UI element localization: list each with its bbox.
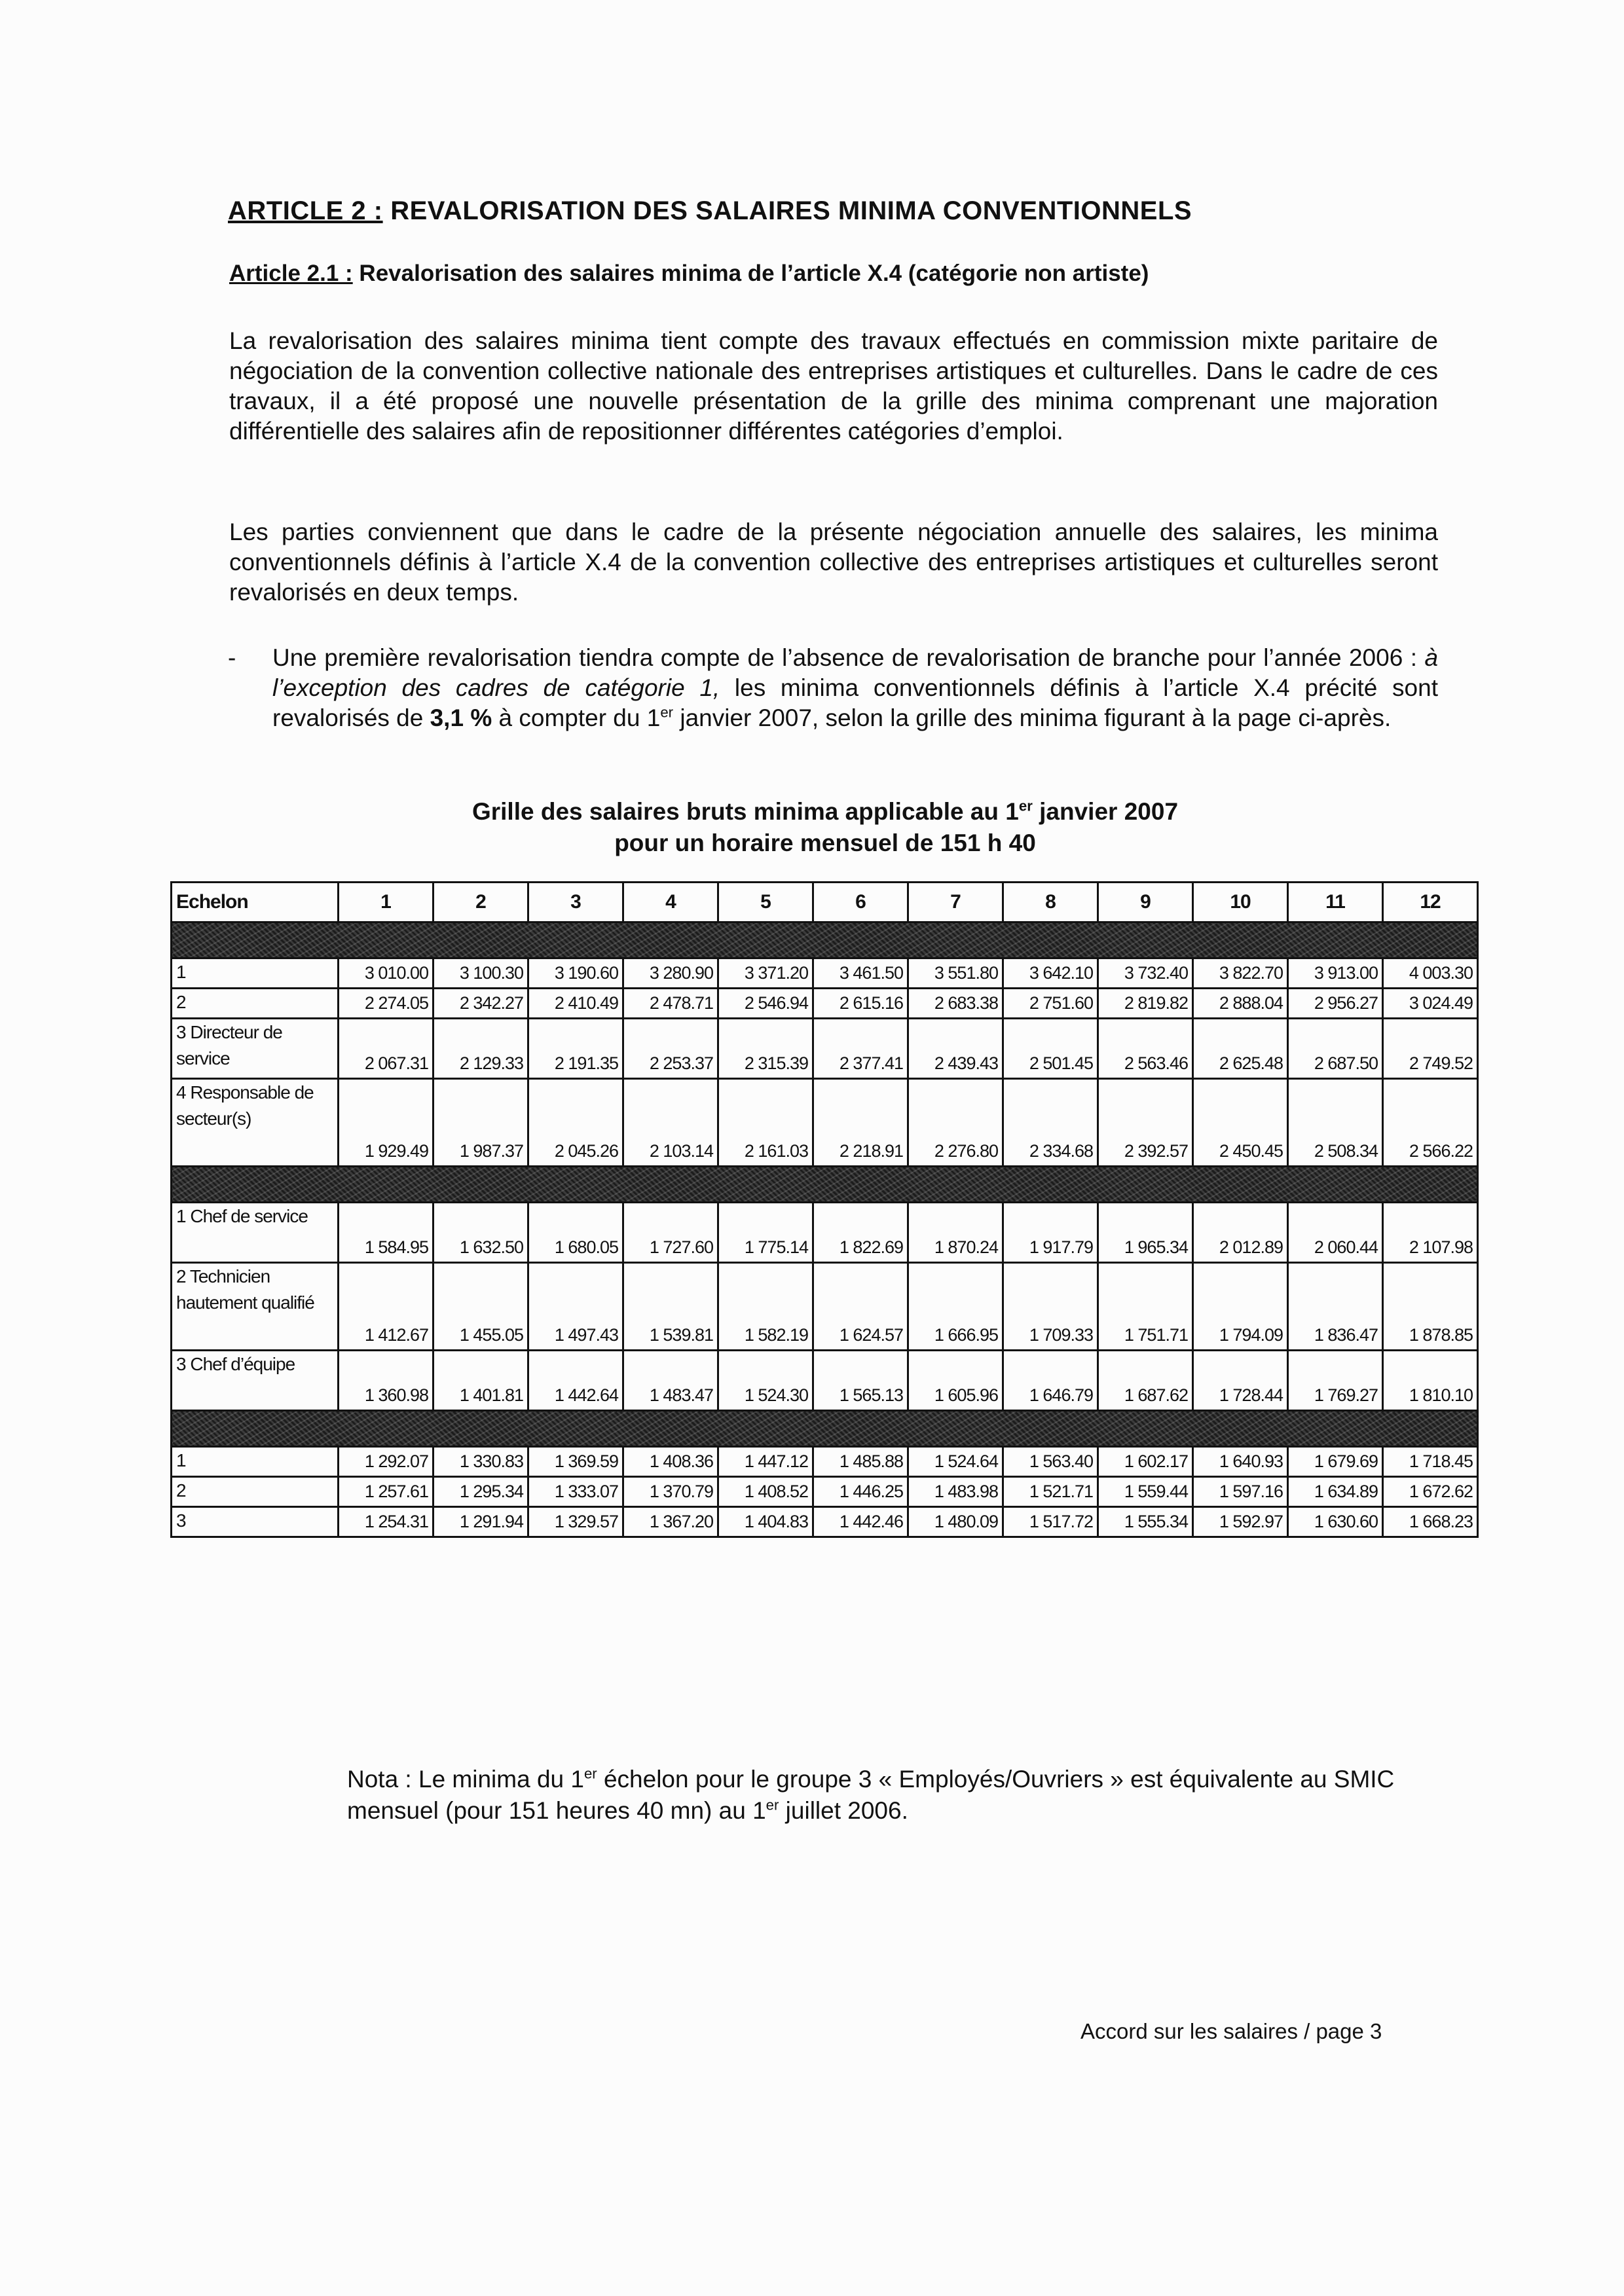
column-header: 2: [434, 883, 528, 922]
bullet-italic: à l’exception des cadres de catégorie 1,: [272, 644, 1438, 701]
band-texture: [172, 1167, 1477, 1201]
salary-cell: 4 003.30: [1383, 958, 1478, 989]
salary-cell: 2 191.35: [528, 1019, 623, 1079]
bullet-text-1: Une première revalorisation tiendra compte de l’absence de revalorisation de branche pour l’année 2006 :: [272, 644, 1425, 671]
group-band: [172, 1167, 1478, 1203]
salary-cell: 2 161.03: [718, 1079, 813, 1167]
salary-cell: 3 642.10: [1003, 958, 1098, 989]
salary-cell: 1 605.96: [908, 1351, 1003, 1411]
salary-cell: 1 634.89: [1288, 1477, 1383, 1507]
table-row: [172, 1351, 1478, 1411]
salary-grid-table: [170, 881, 1479, 1538]
salary-cell: 1 597.16: [1193, 1477, 1288, 1507]
salary-cell: 1 870.24: [908, 1203, 1003, 1263]
salary-cell: 1 775.14: [718, 1203, 813, 1263]
salary-cell: 2 749.52: [1383, 1019, 1478, 1079]
salary-cell: 1 330.83: [434, 1447, 528, 1477]
salary-cell: 1 369.59: [528, 1447, 623, 1477]
bullet-sup: er: [660, 704, 674, 721]
column-header: 5: [718, 883, 813, 922]
page-footer: Accord sur les salaires / page 3: [1080, 2019, 1382, 2043]
salary-cell: 2 819.82: [1098, 989, 1193, 1019]
salary-cell: 1 632.50: [434, 1203, 528, 1263]
table-row: [172, 1477, 1478, 1507]
echelon-label: 4 Responsable de secteur(s): [172, 1079, 339, 1167]
salary-cell: 1 584.95: [339, 1203, 434, 1263]
salary-cell: 1 582.19: [718, 1263, 813, 1351]
column-header: 4: [623, 883, 718, 922]
article-number: ARTICLE 2 :: [228, 196, 383, 225]
salary-cell: 2 566.22: [1383, 1079, 1478, 1167]
column-header: 9: [1098, 883, 1193, 922]
column-header: 1: [339, 883, 434, 922]
table-title-text-a: Grille des salaires bruts minima applicable au 1: [471, 798, 1019, 825]
salary-cell: 3 551.80: [908, 958, 1003, 989]
salary-cell: 1 602.17: [1098, 1447, 1193, 1477]
salary-cell: 1 447.12: [718, 1447, 813, 1477]
salary-cell: 1 668.23: [1383, 1507, 1478, 1537]
salary-cell: 1 455.05: [434, 1263, 528, 1351]
salary-cell: 2 012.89: [1193, 1203, 1288, 1263]
salary-cell: 1 442.46: [813, 1507, 908, 1537]
table-title-line-1: [170, 796, 1480, 828]
bullet-paragraph: [272, 643, 1438, 733]
echelon-header: Echelon: [172, 883, 339, 922]
table-title: [170, 796, 1480, 859]
salary-cell: 1 517.72: [1003, 1507, 1098, 1537]
salary-cell: 1 329.57: [528, 1507, 623, 1537]
table-row: [172, 1263, 1478, 1351]
group-band: [172, 922, 1478, 958]
salary-cell: 2 625.48: [1193, 1019, 1288, 1079]
salary-cell: 3 100.30: [434, 958, 528, 989]
salary-cell: 1 794.09: [1193, 1263, 1288, 1351]
salary-cell: 2 342.27: [434, 989, 528, 1019]
salary-cell: 1 292.07: [339, 1447, 434, 1477]
salary-cell: 1 446.25: [813, 1477, 908, 1507]
salary-cell: 2 563.46: [1098, 1019, 1193, 1079]
salary-cell: 1 987.37: [434, 1079, 528, 1167]
salary-cell: 1 751.71: [1098, 1263, 1193, 1351]
nota-text-1: Nota : Le minima du 1: [347, 1766, 584, 1793]
subarticle-heading: [229, 261, 1149, 287]
nota-text-3: juillet 2006.: [779, 1797, 908, 1824]
salary-cell: 1 412.67: [339, 1263, 434, 1351]
table-row: [172, 1507, 1478, 1537]
bullet-text-3: à compter du 1: [492, 704, 661, 731]
subarticle-number: Article 2.1 :: [229, 261, 353, 286]
column-header: 10: [1193, 883, 1288, 922]
salary-cell: 1 769.27: [1288, 1351, 1383, 1411]
table-header-row: [172, 883, 1478, 922]
nota-sup-2: er: [766, 1796, 779, 1813]
subarticle-title: Revalorisation des salaires minima de l’article X.4 (catégorie non artiste): [352, 261, 1149, 286]
salary-cell: 2 129.33: [434, 1019, 528, 1079]
salary-cell: 1 257.61: [339, 1477, 434, 1507]
echelon-label: 2: [172, 1477, 339, 1507]
salary-cell: 1 640.93: [1193, 1447, 1288, 1477]
bullet-text-2: les minima conventionnels définis à l’article X.4 précité sont revalorisés de: [272, 674, 1438, 731]
salary-cell: 2 103.14: [623, 1079, 718, 1167]
table-row: [172, 1447, 1478, 1477]
salary-cell: 2 546.94: [718, 989, 813, 1019]
echelon-label: 1: [172, 1447, 339, 1477]
salary-cell: 2 274.05: [339, 989, 434, 1019]
salary-cell: 3 913.00: [1288, 958, 1383, 989]
paragraph-2: Les parties conviennent que dans le cadre de la présente négociation annuelle des salaires, les minima conventionnels définis à l’article X.4 de la convention collective des entreprises artistiques et culturelles seront revalorisés en deux temps.: [229, 519, 1438, 606]
salary-cell: 2 334.68: [1003, 1079, 1098, 1167]
salary-cell: 2 045.26: [528, 1079, 623, 1167]
table-row: [172, 1203, 1478, 1263]
echelon-label: 3: [172, 1507, 339, 1537]
salary-cell: 3 010.00: [339, 958, 434, 989]
group-band-cell: [172, 1411, 1478, 1447]
nota-text-2: échelon pour le groupe 3 « Employés/Ouvriers » est équivalente au SMIC mensuel (pour 151 heures 40 mn) au 1: [347, 1766, 1395, 1824]
salary-cell: 2 956.27: [1288, 989, 1383, 1019]
salary-cell: 2 439.43: [908, 1019, 1003, 1079]
salary-cell: 2 687.50: [1288, 1019, 1383, 1079]
table-title-line-2: pour un horaire mensuel de 151 h 40: [614, 829, 1036, 856]
salary-cell: 1 360.98: [339, 1351, 434, 1411]
salary-cell: 2 615.16: [813, 989, 908, 1019]
bullet-marker: -: [228, 644, 236, 671]
salary-cell: 2 392.57: [1098, 1079, 1193, 1167]
salary-cell: 1 965.34: [1098, 1203, 1193, 1263]
table-title-sup: er: [1018, 797, 1033, 814]
salary-cell: 1 709.33: [1003, 1263, 1098, 1351]
table-row: [172, 958, 1478, 989]
salary-cell: 3 822.70: [1193, 958, 1288, 989]
salary-cell: 2 377.41: [813, 1019, 908, 1079]
salary-cell: 1 878.85: [1383, 1263, 1478, 1351]
salary-cell: 1 295.34: [434, 1477, 528, 1507]
salary-cell: 2 751.60: [1003, 989, 1098, 1019]
salary-cell: 1 822.69: [813, 1203, 908, 1263]
bullet-percentage: 3,1 %: [430, 704, 492, 731]
group-band-cell: [172, 1167, 1478, 1203]
salary-cell: 1 408.36: [623, 1447, 718, 1477]
salary-cell: 2 060.44: [1288, 1203, 1383, 1263]
echelon-label: 2: [172, 989, 339, 1019]
salary-cell: 2 067.31: [339, 1019, 434, 1079]
salary-cell: 1 646.79: [1003, 1351, 1098, 1411]
salary-cell: 1 524.64: [908, 1447, 1003, 1477]
nota-sup-1: er: [583, 1765, 597, 1782]
salary-cell: 1 480.09: [908, 1507, 1003, 1537]
salary-cell: 2 888.04: [1193, 989, 1288, 1019]
salary-cell: 2 501.45: [1003, 1019, 1098, 1079]
paragraph-1: La revalorisation des salaires minima tient compte des travaux effectués en commission mixte paritaire de négociation de la convention collective nationale des entreprises artistiques et culturelles. Dans le cadre de ces travaux, il a été proposé une nouvelle présentation de la grille des minima comprenant une majoration différentielle des salaires afin de repositionner différentes catégories d’emploi.: [229, 327, 1438, 445]
group-band-cell: [172, 922, 1478, 958]
table-body: [172, 922, 1478, 1537]
band-texture: [172, 923, 1477, 957]
salary-cell: 1 563.40: [1003, 1447, 1098, 1477]
echelon-label: 3 Directeur de service: [172, 1019, 339, 1079]
column-header: 12: [1383, 883, 1478, 922]
salary-cell: 1 727.60: [623, 1203, 718, 1263]
salary-cell: 3 461.50: [813, 958, 908, 989]
article-heading: [228, 196, 1192, 226]
salary-cell: 1 672.62: [1383, 1477, 1478, 1507]
salary-cell: 1 485.88: [813, 1447, 908, 1477]
table-row: [172, 1079, 1478, 1167]
salary-cell: 1 810.10: [1383, 1351, 1478, 1411]
salary-cell: 1 483.98: [908, 1477, 1003, 1507]
group-band: [172, 1411, 1478, 1447]
salary-cell: 1 680.05: [528, 1203, 623, 1263]
salary-cell: 1 370.79: [623, 1477, 718, 1507]
salary-cell: 1 333.07: [528, 1477, 623, 1507]
salary-cell: 1 929.49: [339, 1079, 434, 1167]
salary-cell: 2 410.49: [528, 989, 623, 1019]
salary-cell: 1 666.95: [908, 1263, 1003, 1351]
salary-cell: 1 559.44: [1098, 1477, 1193, 1507]
echelon-label: 2 Technicien hautement qualifié: [172, 1263, 339, 1351]
salary-cell: 3 280.90: [623, 958, 718, 989]
table-title-text-b: janvier 2007: [1032, 798, 1179, 825]
salary-cell: 2 315.39: [718, 1019, 813, 1079]
salary-cell: 1 254.31: [339, 1507, 434, 1537]
salary-cell: 1 624.57: [813, 1263, 908, 1351]
salary-cell: 1 687.62: [1098, 1351, 1193, 1411]
salary-cell: 3 371.20: [718, 958, 813, 989]
salary-cell: 2 107.98: [1383, 1203, 1478, 1263]
salary-cell: 1 401.81: [434, 1351, 528, 1411]
salary-cell: 1 539.81: [623, 1263, 718, 1351]
salary-cell: 3 024.49: [1383, 989, 1478, 1019]
salary-cell: 1 367.20: [623, 1507, 718, 1537]
salary-cell: 1 291.94: [434, 1507, 528, 1537]
echelon-label: 1 Chef de service: [172, 1203, 339, 1263]
salary-cell: 2 276.80: [908, 1079, 1003, 1167]
column-header: 11: [1288, 883, 1383, 922]
salary-cell: 2 253.37: [623, 1019, 718, 1079]
nota-note: [347, 1764, 1460, 1827]
salary-cell: 1 630.60: [1288, 1507, 1383, 1537]
echelon-label: 3 Chef d’équipe: [172, 1351, 339, 1411]
salary-cell: 2 683.38: [908, 989, 1003, 1019]
salary-cell: 1 408.52: [718, 1477, 813, 1507]
column-header: 8: [1003, 883, 1098, 922]
salary-cell: 1 404.83: [718, 1507, 813, 1537]
column-header: 7: [908, 883, 1003, 922]
salary-cell: 1 555.34: [1098, 1507, 1193, 1537]
echelon-label: 1: [172, 958, 339, 989]
salary-cell: 2 218.91: [813, 1079, 908, 1167]
bullet-text-4: janvier 2007, selon la grille des minima figurant à la page ci-après.: [673, 704, 1392, 731]
salary-cell: 1 679.69: [1288, 1447, 1383, 1477]
salary-cell: 1 718.45: [1383, 1447, 1478, 1477]
salary-cell: 1 836.47: [1288, 1263, 1383, 1351]
salary-cell: 1 565.13: [813, 1351, 908, 1411]
column-header: 6: [813, 883, 908, 922]
salary-cell: 1 592.97: [1193, 1507, 1288, 1537]
salary-cell: 1 728.44: [1193, 1351, 1288, 1411]
salary-cell: 1 483.47: [623, 1351, 718, 1411]
salary-cell: 2 478.71: [623, 989, 718, 1019]
salary-cell: 1 524.30: [718, 1351, 813, 1411]
salary-cell: 1 497.43: [528, 1263, 623, 1351]
salary-cell: 2 450.45: [1193, 1079, 1288, 1167]
band-texture: [172, 1412, 1477, 1446]
salary-cell: 2 508.34: [1288, 1079, 1383, 1167]
salary-cell: 1 521.71: [1003, 1477, 1098, 1507]
salary-cell: 3 732.40: [1098, 958, 1193, 989]
table-row: [172, 989, 1478, 1019]
column-header: 3: [528, 883, 623, 922]
salary-cell: 1 442.64: [528, 1351, 623, 1411]
article-title: REVALORISATION DES SALAIRES MINIMA CONVENTIONNELS: [382, 196, 1192, 225]
salary-cell: 1 917.79: [1003, 1203, 1098, 1263]
salary-cell: 3 190.60: [528, 958, 623, 989]
table-row: [172, 1019, 1478, 1079]
